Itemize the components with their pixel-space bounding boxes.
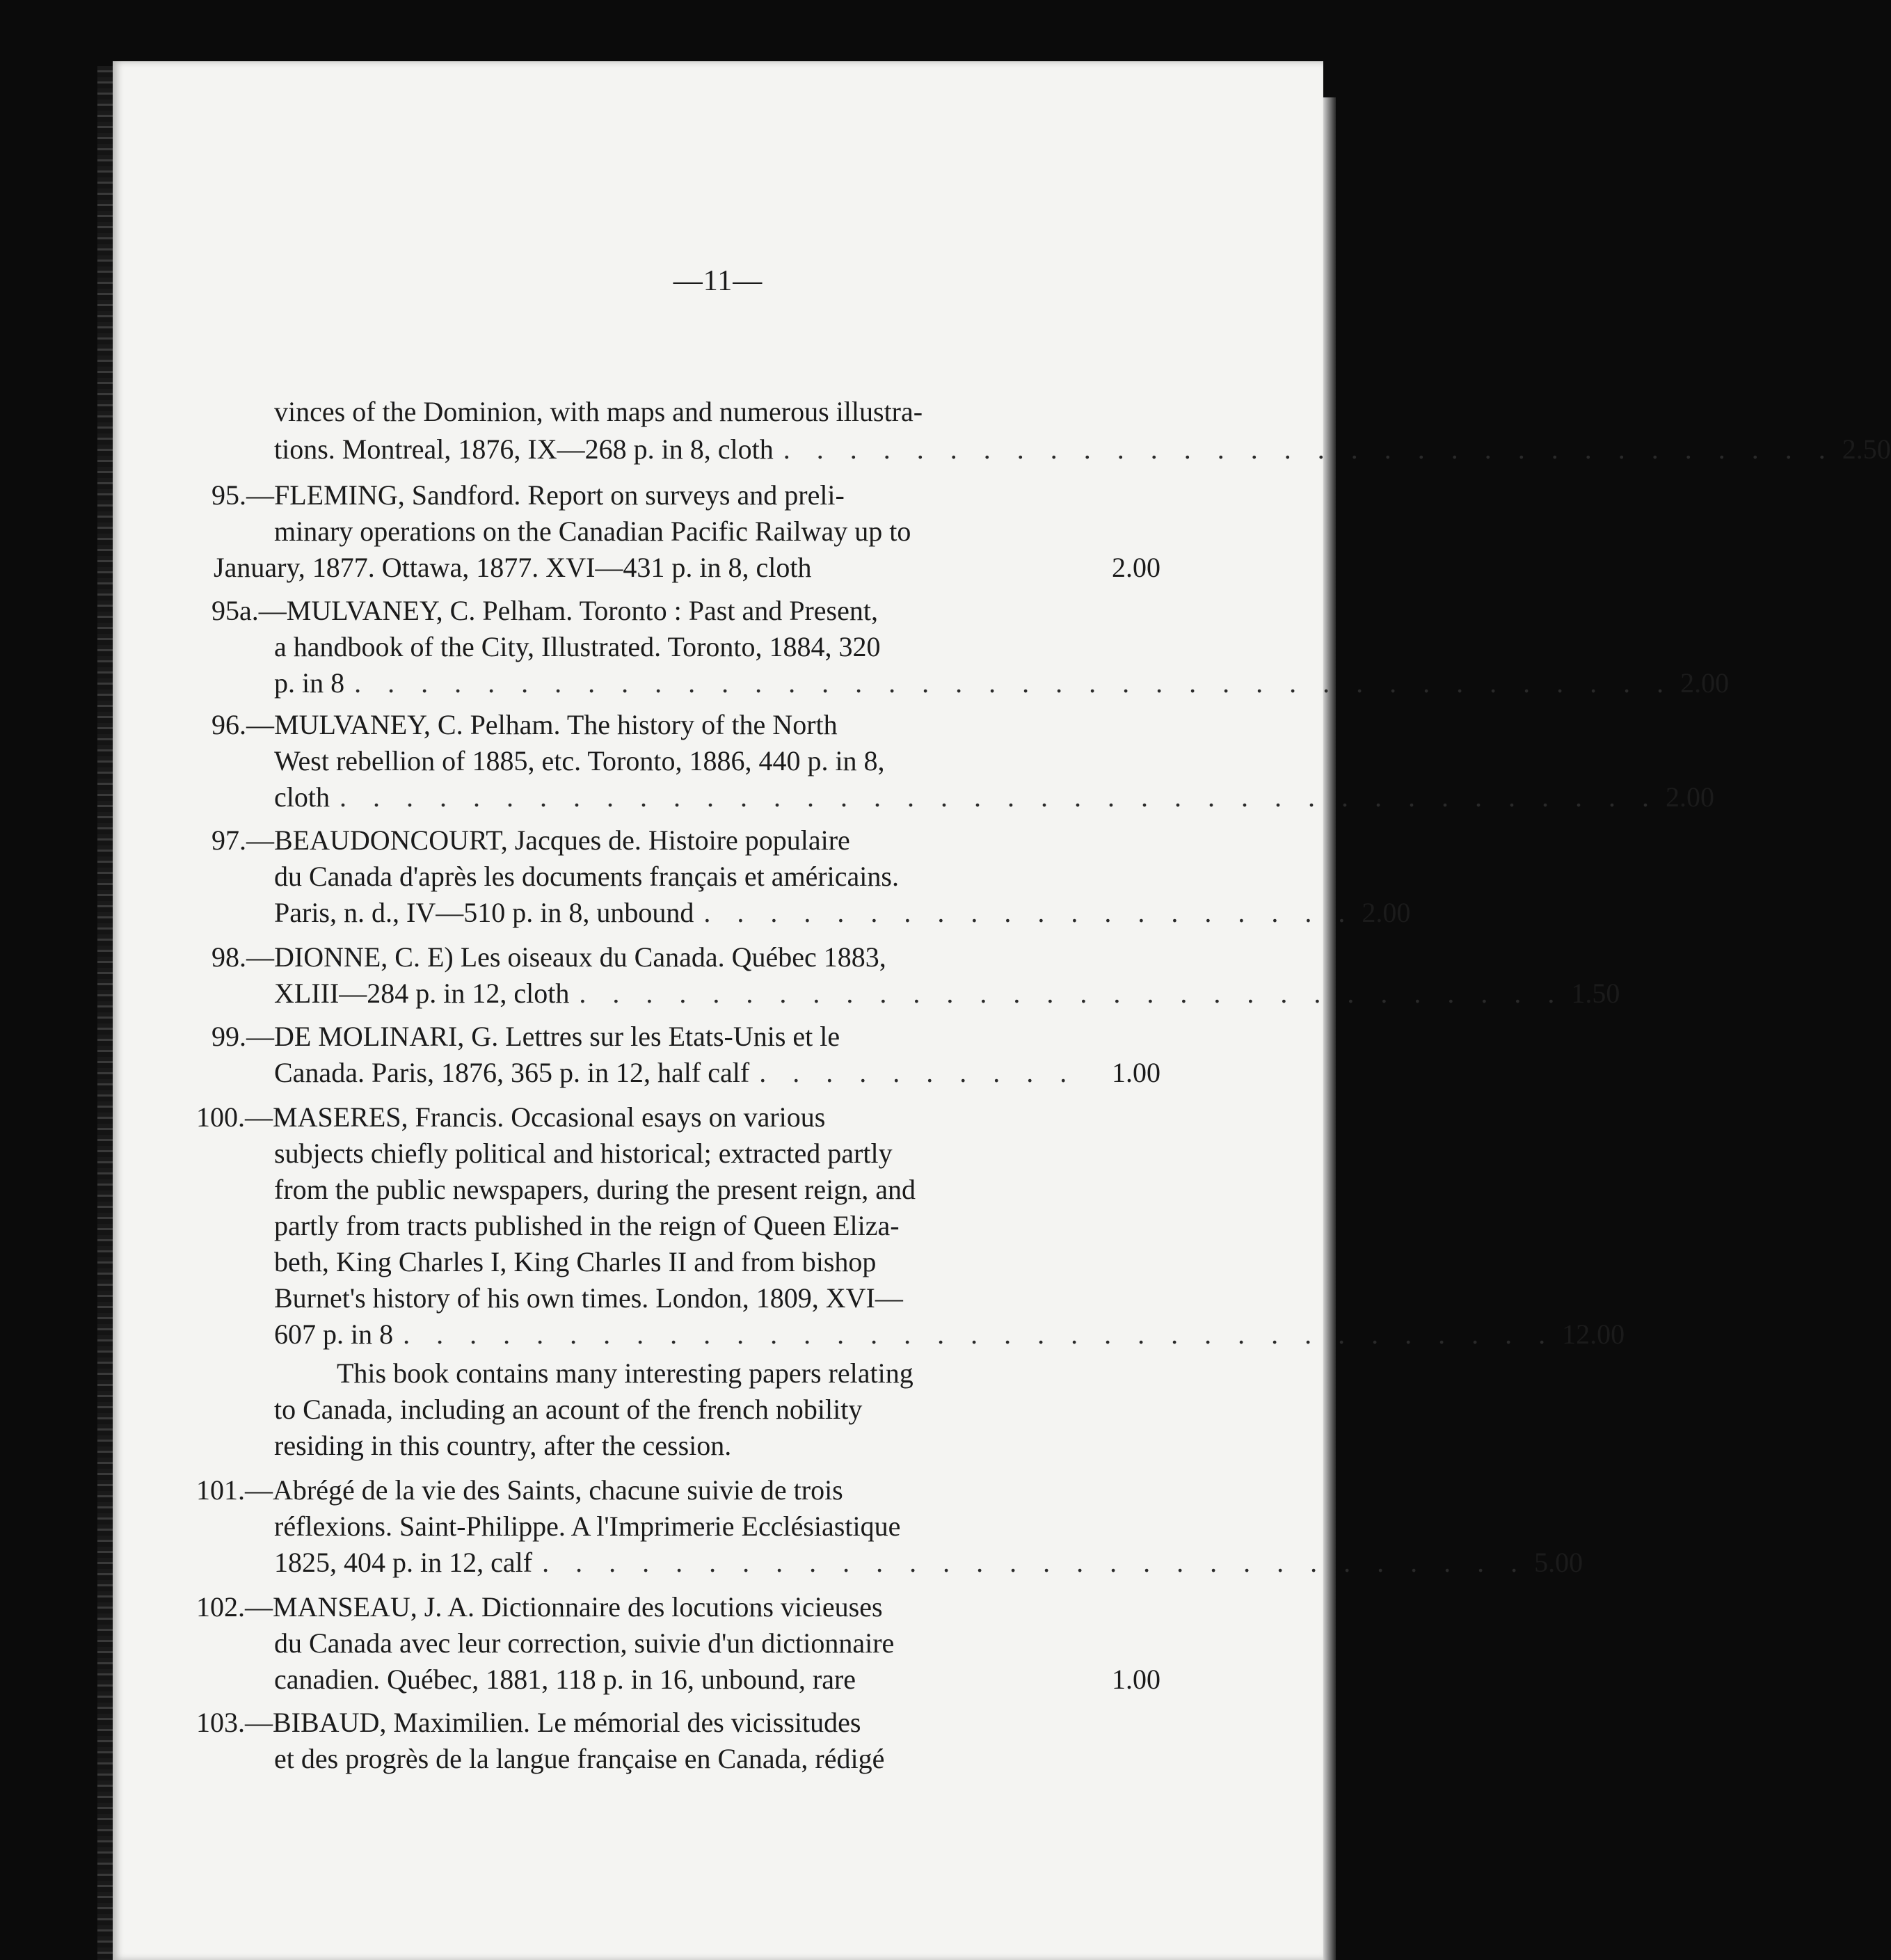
entry-100-line-1: 100.—MASERES, Francis. Occasional esays on various — [196, 1101, 826, 1133]
entry-102-line-2: du Canada avec leur correction, suivie d'un dictionnaire — [274, 1627, 895, 1659]
entry-99-line-1: 99.—DE MOLINARI, G. Lettres sur les Etats-Unis et le — [212, 1021, 840, 1052]
price-95a: 2.00 — [1680, 667, 1730, 699]
entry-97-line-1: 97.—BEAUDONCOURT, Jacques de. Histoire populaire — [212, 824, 850, 856]
entry-95a-line-1: 95a.—MULVANEY, C. Pelham. Toronto : Past and Present, — [212, 595, 878, 626]
entry-94-line-2: vinces of the Dominion, with maps and numerous illustra- — [274, 396, 923, 427]
entry-100-line-4: partly from tracts published in the reign of Queen Eliza- — [274, 1210, 900, 1241]
price-100: 12.00 — [1562, 1318, 1625, 1350]
price-97: 2.00 — [1362, 897, 1411, 928]
book-spine — [97, 66, 113, 1960]
entry-102-line-1: 102.—MANSEAU, J. A. Dictionnaire des locutions vicieuses — [196, 1591, 883, 1623]
price-99: 1.00 — [1112, 1057, 1160, 1088]
page-edge — [1323, 97, 1336, 1960]
entry-100-note-1: This book contains many interesting papers relating — [337, 1357, 913, 1389]
entry-100-line-2: subjects chiefly political and historical; extracted partly — [274, 1138, 893, 1169]
entry-99-line-2: Canada. Paris, 1876, 365 p. in 12, half calf . . . . . . . . . . 1.00 — [274, 1055, 1160, 1091]
price-95: 2.00 — [1112, 552, 1160, 583]
entry-101-line-1: 101.—Abrégé de la vie des Saints, chacune suivie de trois — [196, 1474, 843, 1506]
entry-100-line-3: from the public newspapers, during the present reign, and — [274, 1174, 916, 1205]
entry-101-line-2: réflexions. Saint-Philippe. A l'Imprimerie Ecclésiastique — [274, 1511, 901, 1542]
entry-96-line-2: West rebellion of 1885, etc. Toronto, 1886, 440 p. in 8, — [274, 745, 885, 776]
catalogue-text — [113, 61, 1891, 1960]
price-102: 1.00 — [1112, 1664, 1160, 1695]
entry-102-line-3: canadien. Québec, 1881, 118 p. in 16, unbound, rare 1.00 — [274, 1662, 1160, 1698]
entry-101-line-3: 1825, 404 p. in 12, calf . . . . . . . . . . . . . . . . . . . . . . . . . . . . . . 5.00 — [274, 1545, 1160, 1581]
entry-100-line-7: 607 p. in 8 . . . . . . . . . . . . . . . . . . . . . . . . . . . . . . . . . . . 12.00 — [274, 1316, 1160, 1353]
entry-100-line-5: beth, King Charles I, King Charles II and from bishop — [274, 1246, 877, 1277]
entry-95-line-2: minary operations on the Canadian Pacific Railway up to — [274, 516, 911, 547]
entry-98-line-1: 98.—DIONNE, C. E) Les oiseaux du Canada. Québec 1883, — [212, 941, 886, 973]
price-98: 1.50 — [1571, 978, 1620, 1009]
entry-96-line-3: cloth . . . . . . . . . . . . . . . . . . . . . . . . . . . . . . . . . . . . . . . . 2.00 — [274, 779, 1160, 815]
entry-95-line-3: January, 1877. Ottawa, 1877. XVI—431 p. in 8, cloth 2.00 — [214, 550, 1160, 586]
entry-94-line-3: tions. Montreal, 1876, IX—268 p. in 8, cloth . . . . . . . . . . . . . . . . . . . . . . . . . . . . . . . . 2.50 — [274, 431, 1160, 468]
price-96: 2.00 — [1665, 781, 1714, 813]
entry-97-line-3: Paris, n. d., IV—510 p. in 8, unbound . . . . . . . . . . . . . . . . . . . . 2.00 — [274, 895, 1160, 931]
entry-103-line-2: et des progrès de la langue française en Canada, rédigé — [274, 1743, 885, 1774]
entry-103-line-1: 103.—BIBAUD, Maximilien. Le mémorial des vicissitudes — [196, 1707, 861, 1738]
page-number: —11— — [673, 265, 763, 297]
entry-95a-line-2: a handbook of the City, Illustrated. Toronto, 1884, 320 — [274, 631, 881, 662]
price-101: 5.00 — [1534, 1547, 1583, 1578]
entry-96-line-1: 96.—MULVANEY, C. Pelham. The history of the North — [212, 709, 838, 740]
entry-100-note-3: residing in this country, after the cession. — [274, 1430, 732, 1461]
entry-95a-line-3: p. in 8 . . . . . . . . . . . . . . . . . . . . . . . . . . . . . . . . . . . . . . . . 2.00 — [274, 665, 1160, 701]
entry-95-line-1: 95.—FLEMING, Sandford. Report on surveys and preli- — [212, 479, 845, 511]
entry-98-line-2: XLIII—284 p. in 12, cloth . . . . . . . . . . . . . . . . . . . . . . . . . . . . . . 1.50 — [274, 975, 1160, 1012]
document-page — [113, 61, 1891, 1960]
price-94: 2.50 — [1842, 433, 1891, 465]
entry-100-line-6: Burnet's history of his own times. London, 1809, XVI— — [274, 1282, 903, 1314]
entry-100-note-2: to Canada, including an acount of the french nobility — [274, 1394, 863, 1425]
entry-97-line-2: du Canada d'après les documents français et américains. — [274, 861, 899, 892]
